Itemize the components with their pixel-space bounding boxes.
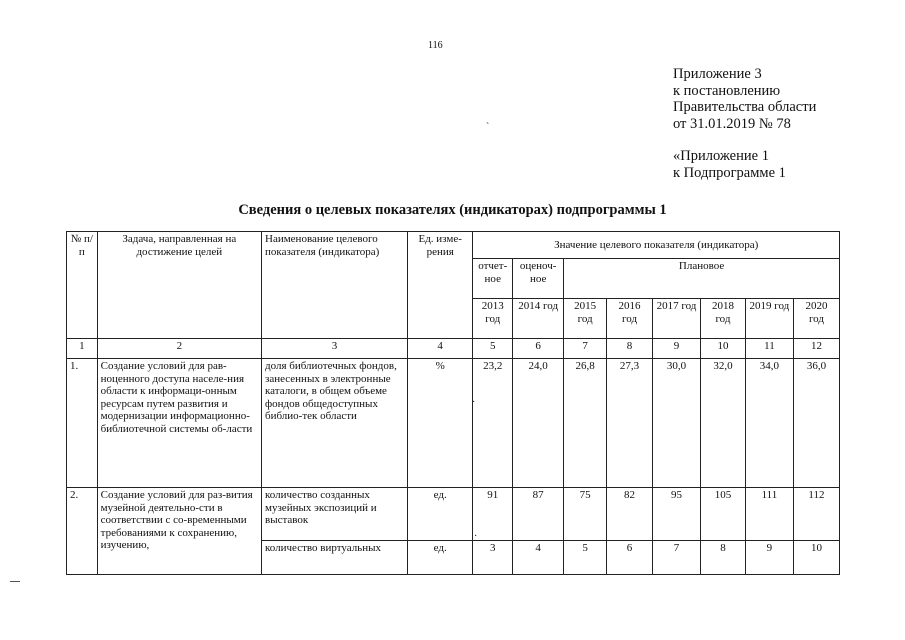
column-number: 5 [473, 339, 513, 359]
row-unit: ед. [408, 541, 473, 575]
row-value: 87 [513, 488, 564, 541]
row-value: 34,0 [745, 359, 793, 488]
approval-line: к постановлению [673, 82, 781, 99]
column-numbers-row [67, 339, 840, 359]
row-value: 26,8 [564, 359, 607, 488]
header-indicator: Наименование целевого показателя (индикатора) [262, 232, 408, 339]
row-value: 36,0 [793, 359, 839, 488]
approval-line: Правительства области [673, 99, 817, 115]
header-unit: Ед. изме-рения [408, 232, 473, 339]
row-value: 9 [745, 541, 793, 575]
row-value: 91 [473, 488, 513, 541]
header-year: 2014 год [513, 299, 564, 339]
row-value: 111 [745, 488, 793, 541]
column-number: 2 [97, 339, 261, 359]
row-value: 32,0 [701, 359, 746, 488]
row-num: 1. [67, 359, 98, 488]
header-num: № п/п [67, 232, 98, 339]
column-number: 10 [701, 339, 746, 359]
header-year: 2020 год [793, 299, 839, 339]
column-number: 1 [67, 339, 98, 359]
row-value: 6 [607, 541, 653, 575]
approval-line: Приложение 3 [673, 66, 762, 82]
row-indicator: количество виртуальных [262, 541, 408, 575]
column-number: 3 [262, 339, 408, 359]
column-number: 7 [564, 339, 607, 359]
row-indicator: количество созданных музейных экспозиций и выставок [262, 488, 408, 541]
approval-line: от 31.01.2019 № 78 [673, 115, 791, 132]
row-value: 82 [607, 488, 653, 541]
row-value: 4 [513, 541, 564, 575]
row-unit: % [408, 359, 473, 488]
header-reported: отчет-ное [473, 259, 513, 299]
appendix-line: «Приложение 1 [673, 148, 769, 164]
appendix-line: к Подпрограмме 1 [673, 164, 786, 181]
header-task: Задача, направленная на достижение целей [97, 232, 261, 339]
row-value: 75 [564, 488, 607, 541]
row-value: 95 [653, 488, 701, 541]
row-task: Создание условий для раз-вития музейной деятельно-сти в соответствии с со-временными требованиями к сохранению, изучению, [97, 488, 261, 575]
row-indicator: доля библиотечных фондов, занесенных в электронные каталоги, в общем объеме фондов общедоступных библио-тек области [262, 359, 408, 488]
page-number: 116 [428, 40, 443, 51]
row-value: 7 [653, 541, 701, 575]
row-num: 2. [67, 488, 98, 575]
column-number: 6 [513, 339, 564, 359]
header-year: 2013 год [473, 299, 513, 339]
column-number: 4 [408, 339, 473, 359]
scan-speck: · [474, 531, 478, 542]
header-estimated: оценоч-ное [513, 259, 564, 299]
row-value: 112 [793, 488, 839, 541]
header-year: 2017 год [653, 299, 701, 339]
margin-mark [10, 581, 20, 582]
row-value: 30,0 [653, 359, 701, 488]
header-year: 2016 год [607, 299, 653, 339]
header-year: 2019 год [745, 299, 793, 339]
row-value: 23,2 [473, 359, 513, 488]
row-value: 3 [473, 541, 513, 575]
row-value: 24,0 [513, 359, 564, 488]
row-value: 105 [701, 488, 746, 541]
approval-block [673, 66, 816, 181]
scan-speck: ˋ [486, 122, 490, 133]
table-row [67, 488, 840, 541]
document-title: Сведения о целевых показателях (индикаторах) подпрограммы 1 [238, 202, 667, 218]
column-number: 8 [607, 339, 653, 359]
row-unit: ед. [408, 488, 473, 541]
row-value: 5 [564, 541, 607, 575]
column-number: 9 [653, 339, 701, 359]
header-planned: Плановое [564, 259, 840, 299]
row-value: 27,3 [607, 359, 653, 488]
row-value: 8 [701, 541, 746, 575]
table-row [67, 359, 840, 488]
indicators-table [66, 231, 840, 575]
header-value-group: Значение целевого показателя (индикатора) [473, 232, 840, 259]
column-number: 12 [793, 339, 839, 359]
column-number: 11 [745, 339, 793, 359]
row-value: 10 [793, 541, 839, 575]
header-year: 2015 год [564, 299, 607, 339]
header-year: 2018 год [701, 299, 746, 339]
scan-speck: · [472, 397, 476, 408]
row-task: Создание условий для рав-ноценного доступа населе-ния области к информаци-онным ресурсам путем развития и модернизации информационно-библиотечной системы об-ласти [97, 359, 261, 488]
